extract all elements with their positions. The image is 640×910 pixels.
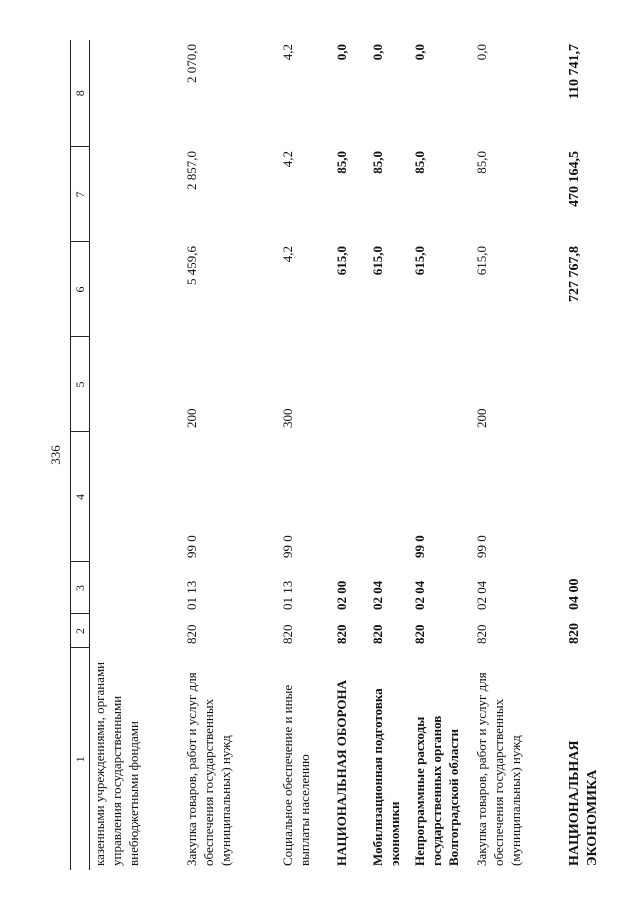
row-name: Непрограммные расходы государственных органов Волгоградской области (412, 715, 461, 866)
cell-c5 (412, 337, 474, 432)
cell-c8: 4,2 (280, 44, 295, 61)
cell-c7 (90, 147, 185, 242)
cell-c2 (90, 614, 185, 648)
row-name: Закупка товаров, работ и услуг для обеспечения государственных (муниципальных) нужд (474, 672, 523, 866)
cell-c2: 820 (280, 624, 295, 644)
header-col-7: 7 (71, 147, 90, 242)
header-col-1: 1 (71, 648, 90, 870)
cell-c7: 85,0 (412, 151, 427, 174)
cell-c5 (370, 337, 412, 432)
cell-c6: 4,2 (280, 246, 295, 263)
header-col-8: 8 (71, 40, 90, 147)
cell-c4: 99 0 (184, 535, 199, 558)
cell-c3: 04 00 (567, 578, 582, 610)
cell-c5: 300 (280, 408, 295, 428)
cell-c8 (90, 40, 185, 147)
cell-c2: 820 (184, 624, 199, 644)
cell-c3: 02 04 (474, 580, 489, 610)
cell-c3: 02 04 (412, 580, 427, 610)
cell-c3: 01 13 (280, 580, 295, 610)
cell-c4 (370, 432, 412, 562)
cell-c7: 85,0 (370, 151, 385, 174)
cell-c5 (334, 337, 370, 432)
cell-c6: 727 767,8 (567, 246, 582, 302)
row-name: Закупка товаров, работ и услуг для обеспечения государственных (муниципальных) нужд (184, 672, 233, 866)
cell-c8: 0,0 (474, 44, 489, 61)
cell-c6: 615,0 (474, 246, 489, 276)
cell-c4 (90, 432, 185, 562)
table-row (566, 40, 606, 870)
header-col-3: 3 (71, 562, 90, 614)
cell-c8: 0,0 (334, 44, 349, 61)
cell-c6 (90, 242, 185, 337)
cell-c8: 110 741,7 (567, 44, 582, 100)
row-name: Мобилизационная подготовка экономики (370, 688, 402, 866)
cell-c8: 0,0 (370, 44, 385, 61)
header-row (71, 40, 90, 870)
cell-c3 (90, 562, 185, 614)
cell-c6: 5 459,6 (184, 246, 199, 285)
page-number: 336 (48, 445, 63, 465)
header-col-2: 2 (71, 614, 90, 648)
table-row (412, 40, 474, 870)
table-row (280, 40, 334, 870)
table-row (184, 40, 280, 870)
cell-c3: 02 00 (334, 580, 349, 610)
budget-table (70, 40, 606, 870)
budget-table-sheet (70, 40, 630, 870)
cell-c2: 820 (334, 624, 349, 644)
cell-c8: 0,0 (412, 44, 427, 61)
table-row (474, 40, 566, 870)
cell-c3: 01 13 (184, 580, 199, 610)
header-col-5: 5 (71, 337, 90, 432)
cell-c4: 99 0 (412, 535, 427, 558)
cell-c6: 615,0 (334, 246, 349, 276)
header-col-4: 4 (71, 432, 90, 562)
row-name: Социальное обеспечение и иные выплаты населению (280, 684, 312, 866)
cell-c7: 2 857,0 (184, 151, 199, 190)
cell-c5 (566, 337, 606, 432)
table-row (334, 40, 370, 870)
cell-c5: 200 (184, 408, 199, 428)
cell-c7: 85,0 (474, 151, 489, 174)
cell-c2: 820 (412, 624, 427, 644)
cell-c4: 99 0 (280, 535, 295, 558)
cell-c2: 820 (370, 624, 385, 644)
cell-c6: 615,0 (370, 246, 385, 276)
cell-c5 (90, 337, 185, 432)
cell-c5: 200 (474, 408, 489, 428)
cell-c7: 85,0 (334, 151, 349, 174)
row-name: НАЦИОНАЛЬНАЯ ОБОРОНА (334, 680, 349, 866)
table-row (370, 40, 412, 870)
row-name: казенными учреждениями, органами управления государственными внебюджетными фондами (92, 661, 141, 866)
cell-c2: 820 (474, 624, 489, 644)
cell-c3: 02 04 (370, 580, 385, 610)
header-col-6: 6 (71, 242, 90, 337)
table-row (90, 40, 185, 870)
cell-c7: 4,2 (280, 151, 295, 168)
cell-c4 (334, 432, 370, 562)
cell-c6: 615,0 (412, 246, 427, 276)
cell-c4 (566, 432, 606, 562)
row-name: НАЦИОНАЛЬНАЯ ЭКОНОМИКА (567, 740, 601, 866)
cell-c4: 99 0 (474, 535, 489, 558)
cell-c8: 2 070,0 (184, 44, 199, 83)
cell-c2: 820 (567, 623, 582, 644)
cell-c7: 470 164,5 (567, 151, 582, 207)
